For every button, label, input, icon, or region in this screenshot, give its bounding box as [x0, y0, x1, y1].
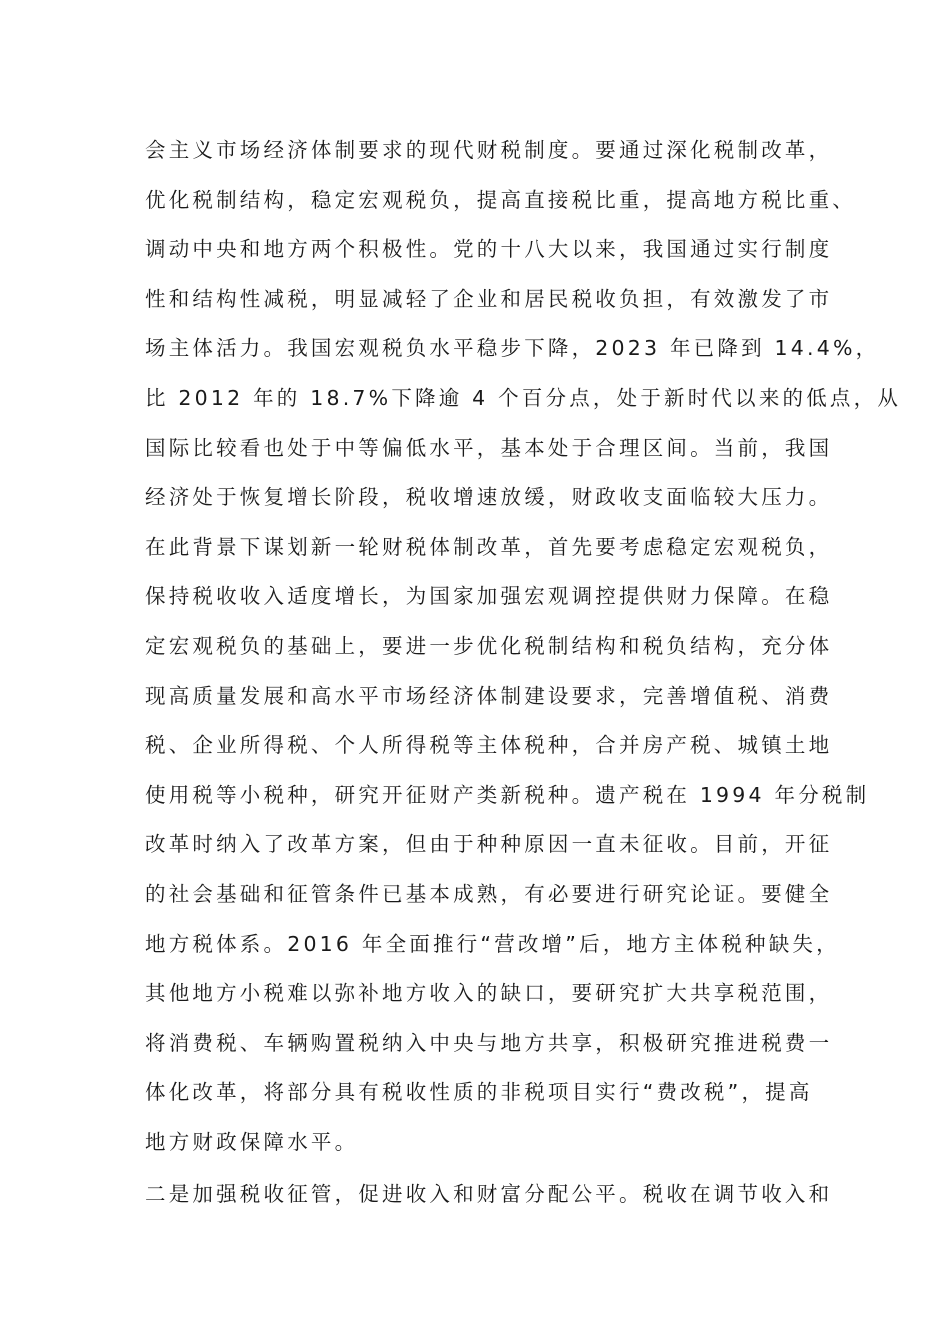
text-line: 其他地方小税难以弥补地方收入的缺口，要研究扩大共享税范围，: [145, 981, 833, 1006]
text-line: 性和结构性减税，明显减轻了企业和居民税收负担，有效激发了市: [145, 286, 833, 311]
body-text: [145, 134, 902, 1228]
text-line: 税、企业所得税、个人所得税等主体税种，合并房产税、城镇土地: [145, 733, 833, 758]
text-line: 保持税收收入适度增长，为国家加强宏观调控提供财力保障。在稳: [145, 584, 833, 609]
text-line: 会主义市场经济体制要求的现代财税制度。要通过深化税制改革，: [145, 138, 833, 162]
text-line: 调动中央和地方两个积极性。党的十八大以来，我国通过实行制度: [145, 237, 833, 262]
text-line: 比 2012 年的 18.7%下降逾 4 个百分点，处于新时代以来的低点，从: [145, 385, 902, 410]
text-line: 体化改革，将部分具有税收性质的非税项目实行“费改税”，提高: [145, 1080, 813, 1105]
text-line: 定宏观税负的基础上，要进一步优化税制结构和税负结构，充分体: [145, 633, 833, 658]
text-line: 场主体活力。我国宏观税负水平稳步下降，2023 年已降到 14.4%，: [145, 336, 880, 361]
paragraph-start-line: 二是加强税收征管，促进收入和财富分配公平。税收在调节收入和: [145, 1182, 833, 1207]
text-line: 改革时纳入了改革方案，但由于种种原因一直未征收。目前，开征: [145, 832, 833, 857]
text-line: 国际比较看也处于中等偏低水平，基本处于合理区间。当前，我国: [145, 435, 833, 460]
text-line: 经济处于恢复增长阶段，税收增速放缓，财政收支面临较大压力。: [145, 485, 833, 510]
text-line: 的社会基础和征管条件已基本成熟，有必要进行研究论证。要健全: [145, 881, 833, 906]
text-line: 现高质量发展和高水平市场经济体制建设要求，完善增值税、消费: [145, 683, 833, 708]
text-line: 优化税制结构，稳定宏观税负，提高直接税比重，提高地方税比重、: [145, 187, 856, 212]
text-line: 将消费税、车辆购置税纳入中央与地方共享，积极研究推进税费一: [145, 1030, 833, 1055]
text-line: 使用税等小税种，研究开征财产类新税种。遗产税在 1994 年分税制: [145, 782, 870, 807]
text-line: 地方税体系。2016 年全面推行“营改增”后，地方主体税种缺失，: [145, 931, 840, 956]
text-line: 在此背景下谋划新一轮财税体制改革，首先要考虑稳定宏观税负，: [145, 534, 833, 559]
text-line: 地方财政保障水平。: [145, 1129, 359, 1154]
